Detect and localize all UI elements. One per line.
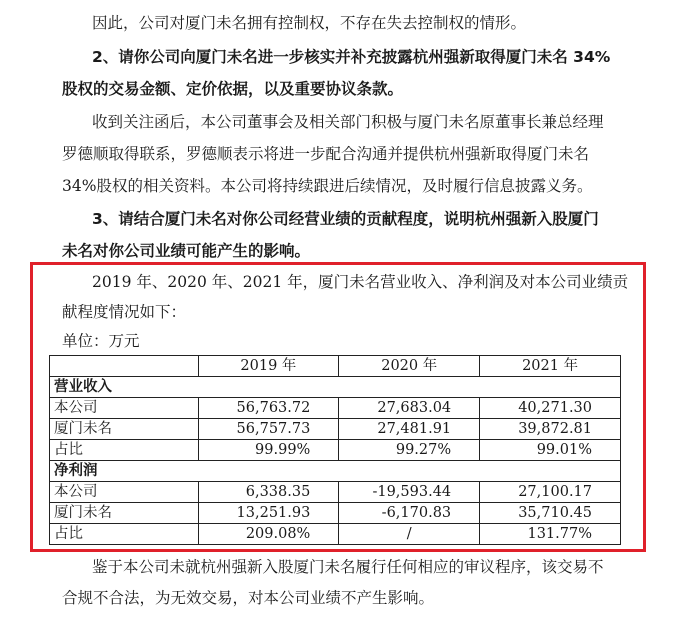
header-cell: 2020 年 [339,356,480,377]
section-row-profit [50,461,621,482]
row-label: 占比 [50,440,199,461]
table-row [50,524,621,545]
row-label: 占比 [50,524,199,545]
cell: 27,100.17 [480,482,621,503]
section-row-revenue [50,377,621,398]
answer-3-line-1: 2019 年、2020 年、2021 年，厦门未名营业收入、净利润及对本公司业绩贡 [92,273,629,291]
paragraph-control: 因此，公司对厦门未名拥有控制权，不存在失去控制权的情形。 [92,14,527,32]
cell: -6,170.83 [339,503,480,524]
question-3-line-1: 3、请结合厦门未名对你公司经营业绩的贡献程度，说明杭州强新入股厦门 [92,210,599,228]
table-row [50,440,621,461]
cell: 27,481.91 [339,419,480,440]
header-cell [50,356,199,377]
header-cell: 2021 年 [480,356,621,377]
cell: 56,757.73 [198,419,339,440]
row-label: 厦门未名 [50,503,199,524]
cell: 131.77% [480,524,621,545]
table-header-row [50,356,621,377]
row-label: 本公司 [50,482,199,503]
question-2-line-2: 股权的交易金额、定价依据，以及重要协议条款。 [62,80,404,98]
section-label: 营业收入 [50,377,621,398]
header-cell: 2019 年 [198,356,339,377]
table-row [50,398,621,419]
answer-2-line-1: 收到关注函后，本公司董事会及相关部门积极与厦门未名原董事长兼总经理 [92,113,604,131]
answer-3-line-2: 献程度情况如下： [62,303,187,321]
cell: 209.08% [198,524,339,545]
table-row [50,482,621,503]
cell: -19,593.44 [339,482,480,503]
cell: 6,338.35 [198,482,339,503]
cell: 99.99% [198,440,339,461]
cell: 13,251.93 [198,503,339,524]
answer-2-line-2: 罗德顺取得联系，罗德顺表示将进一步配合沟通并提供杭州强新取得厦门未名 [62,145,590,163]
cell: 99.27% [339,440,480,461]
cell: 56,763.72 [198,398,339,419]
section-label: 净利润 [50,461,621,482]
conclusion-line-1: 鉴于本公司未就杭州强新入股厦门未名履行任何相应的审议程序，该交易不 [92,558,604,576]
question-3-line-2: 未名对你公司业绩可能产生的影响。 [62,242,311,260]
performance-table [49,355,621,545]
table-row [50,503,621,524]
table-row [50,419,621,440]
cell: 27,683.04 [339,398,480,419]
cell: 35,710.45 [480,503,621,524]
cell: 39,872.81 [480,419,621,440]
question-2-line-1: 2、请你公司向厦门未名进一步核实并补充披露杭州强新取得厦门未名 34% [92,48,611,66]
answer-2-line-3: 34%股权的相关资料。本公司将持续跟进后续情况，及时履行信息披露义务。 [62,177,593,195]
cell: 99.01% [480,440,621,461]
cell: / [339,524,480,545]
row-label: 本公司 [50,398,199,419]
cell: 40,271.30 [480,398,621,419]
unit-label: 单位：万元 [62,332,140,350]
row-label: 厦门未名 [50,419,199,440]
conclusion-line-2: 合规不合法，为无效交易，对本公司业绩不产生影响。 [62,589,435,607]
